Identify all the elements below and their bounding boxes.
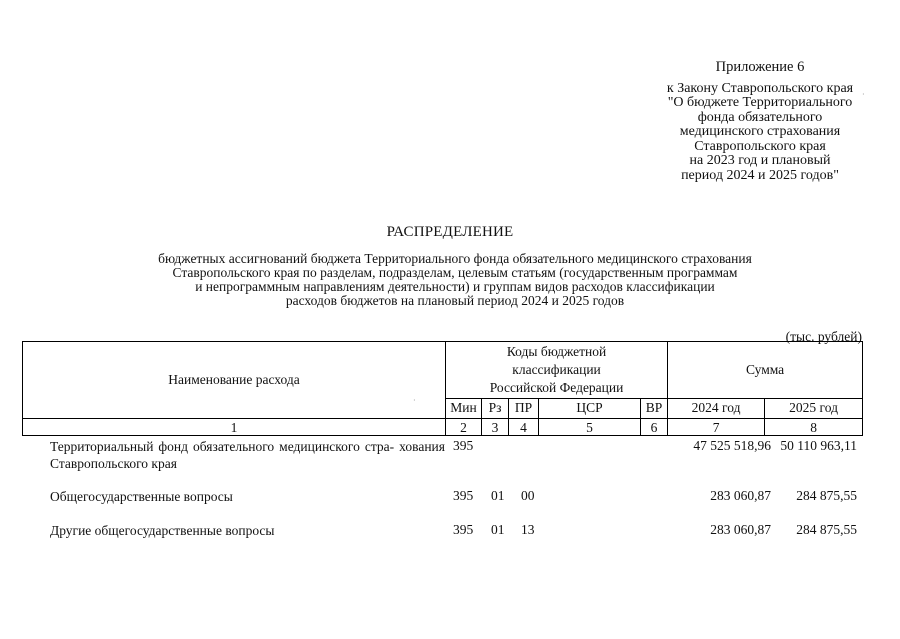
appendix-line: фонда обязательного <box>697 109 823 125</box>
row-min-code: 395 <box>453 522 474 537</box>
row-rz-code: 01 <box>491 522 505 537</box>
column-number: 3 <box>482 419 509 436</box>
units-label: (тыс. рублей) <box>785 329 862 344</box>
appendix-block <box>640 60 880 183</box>
header-codes-line: Российской Федерации <box>489 379 624 395</box>
header-codes <box>446 342 668 399</box>
header-codes-line: Коды бюджетной <box>506 343 607 359</box>
subheader-2024: 2024 год <box>668 398 765 418</box>
subheader-rz: Рз <box>482 398 509 418</box>
row-sum-2025: 284 875,55 <box>796 522 857 537</box>
row-sum-2024: 47 525 518,96 <box>693 438 771 453</box>
column-number: 5 <box>539 419 641 436</box>
document-title: РАСПРЕДЕЛЕНИЕ <box>386 224 514 240</box>
column-number: 6 <box>641 419 668 436</box>
budget-table-header <box>22 341 863 436</box>
row-pr-code: 00 <box>521 488 535 503</box>
appendix-line: "О бюджете Территориального <box>667 95 853 110</box>
row-expense-name: Территориальный фонд обязательного медицинского стра- хования Ставропольского края <box>50 439 445 471</box>
header-expense-name: Наименование расхода <box>23 342 446 419</box>
subtitle-line: и непрограммным направлениям деятельности) и группам видов расходов классификации <box>195 279 715 294</box>
row-min-code: 395 <box>453 438 474 453</box>
column-number: 8 <box>765 419 863 436</box>
subtitle-line: бюджетных ассигнований бюджета Территориального фонда обязательного медицинского страхования <box>158 251 752 266</box>
row-min-code: 395 <box>453 488 474 503</box>
column-number: 2 <box>446 419 482 436</box>
row-sum-2025: 284 875,55 <box>796 488 857 503</box>
row-expense-name: Общегосударственные вопросы <box>50 489 233 504</box>
row-sum-2024: 283 060,87 <box>710 488 771 503</box>
scan-speck: · <box>413 396 416 405</box>
appendix-line: к Закону Ставропольского края <box>666 80 854 96</box>
column-number: 4 <box>509 419 539 436</box>
row-pr-code: 13 <box>521 522 535 537</box>
subheader-csr: ЦСР <box>539 398 641 418</box>
column-number: 7 <box>668 419 765 436</box>
appendix-title: Приложение 6 <box>715 59 805 75</box>
subheader-pr: ПР <box>509 398 539 418</box>
row-rz-code: 01 <box>491 488 505 503</box>
subheader-min: Мин <box>446 398 482 418</box>
subheader-vr: ВР <box>641 398 668 418</box>
column-number: 1 <box>23 419 446 436</box>
subheader-2025: 2025 год <box>765 398 863 418</box>
appendix-line: период 2024 и 2025 годов" <box>681 167 839 183</box>
appendix-line: медицинского страхования <box>679 124 841 139</box>
subtitle-line: Ставропольского края по разделам, подразделам, целевым статьям (государственным программам <box>172 265 738 280</box>
document-subtitle <box>80 252 830 308</box>
row-expense-name: Другие общегосударственные вопросы <box>50 523 275 538</box>
header-codes-line: классификации <box>512 361 601 377</box>
appendix-line: Ставропольского края <box>694 138 826 154</box>
subtitle-line: расходов бюджетов на плановый период 2024 и 2025 годов <box>285 293 625 308</box>
header-sum: Сумма <box>668 342 863 399</box>
row-sum-2025: 50 110 963,11 <box>780 438 857 453</box>
row-sum-2024: 283 060,87 <box>710 522 771 537</box>
scan-speck: · <box>862 90 865 99</box>
appendix-line: на 2023 год и плановый <box>689 153 831 168</box>
